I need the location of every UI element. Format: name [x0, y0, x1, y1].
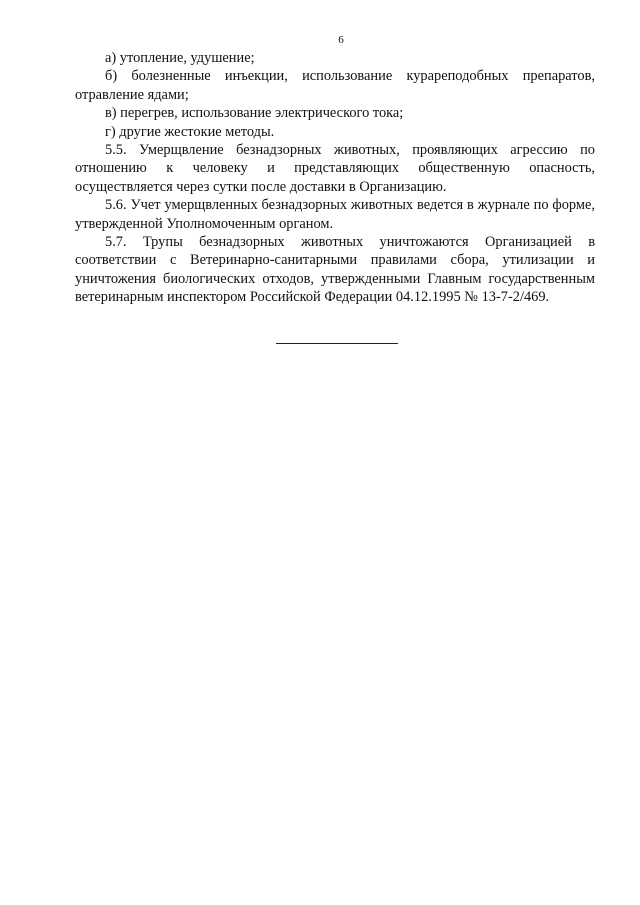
list-item-a: а) утопление, удушение;: [105, 50, 255, 66]
list-item-v: в) перегрев, использование электрического тока;: [105, 105, 404, 122]
document-body: [75, 49, 595, 307]
list-item-b: б) болезненные инъекции, использование курареподобных препаратов, отравление ядами;: [75, 68, 595, 103]
end-of-text-rule: [276, 343, 398, 344]
list-item-g: г) другие жестокие методы.: [105, 123, 275, 140]
clause-5-6: 5.6. Учет умерщвленных безнадзорных животных ведется в журнале по форме, утвержденной Уполномоченным органом.: [75, 197, 595, 232]
clause-5-5: 5.5. Умерщвление безнадзорных животных, проявляющих агрессию по отношению к человеку и представляющих общественную опасность, осуществляется через сутки после доставки в Организацию.: [75, 142, 595, 195]
clause-5-7: 5.7. Трупы безнадзорных животных уничтожаются Организацией в соответствии с Ветеринарно-санитарными правилами сбора, утилизации и уничтожения биологических отходов, утвержденными Главным государственным ветеринарным инспектором Российской Федерации 04.12.1995 № 13-7-2/469.: [75, 234, 595, 306]
page-number: 6: [338, 34, 344, 46]
